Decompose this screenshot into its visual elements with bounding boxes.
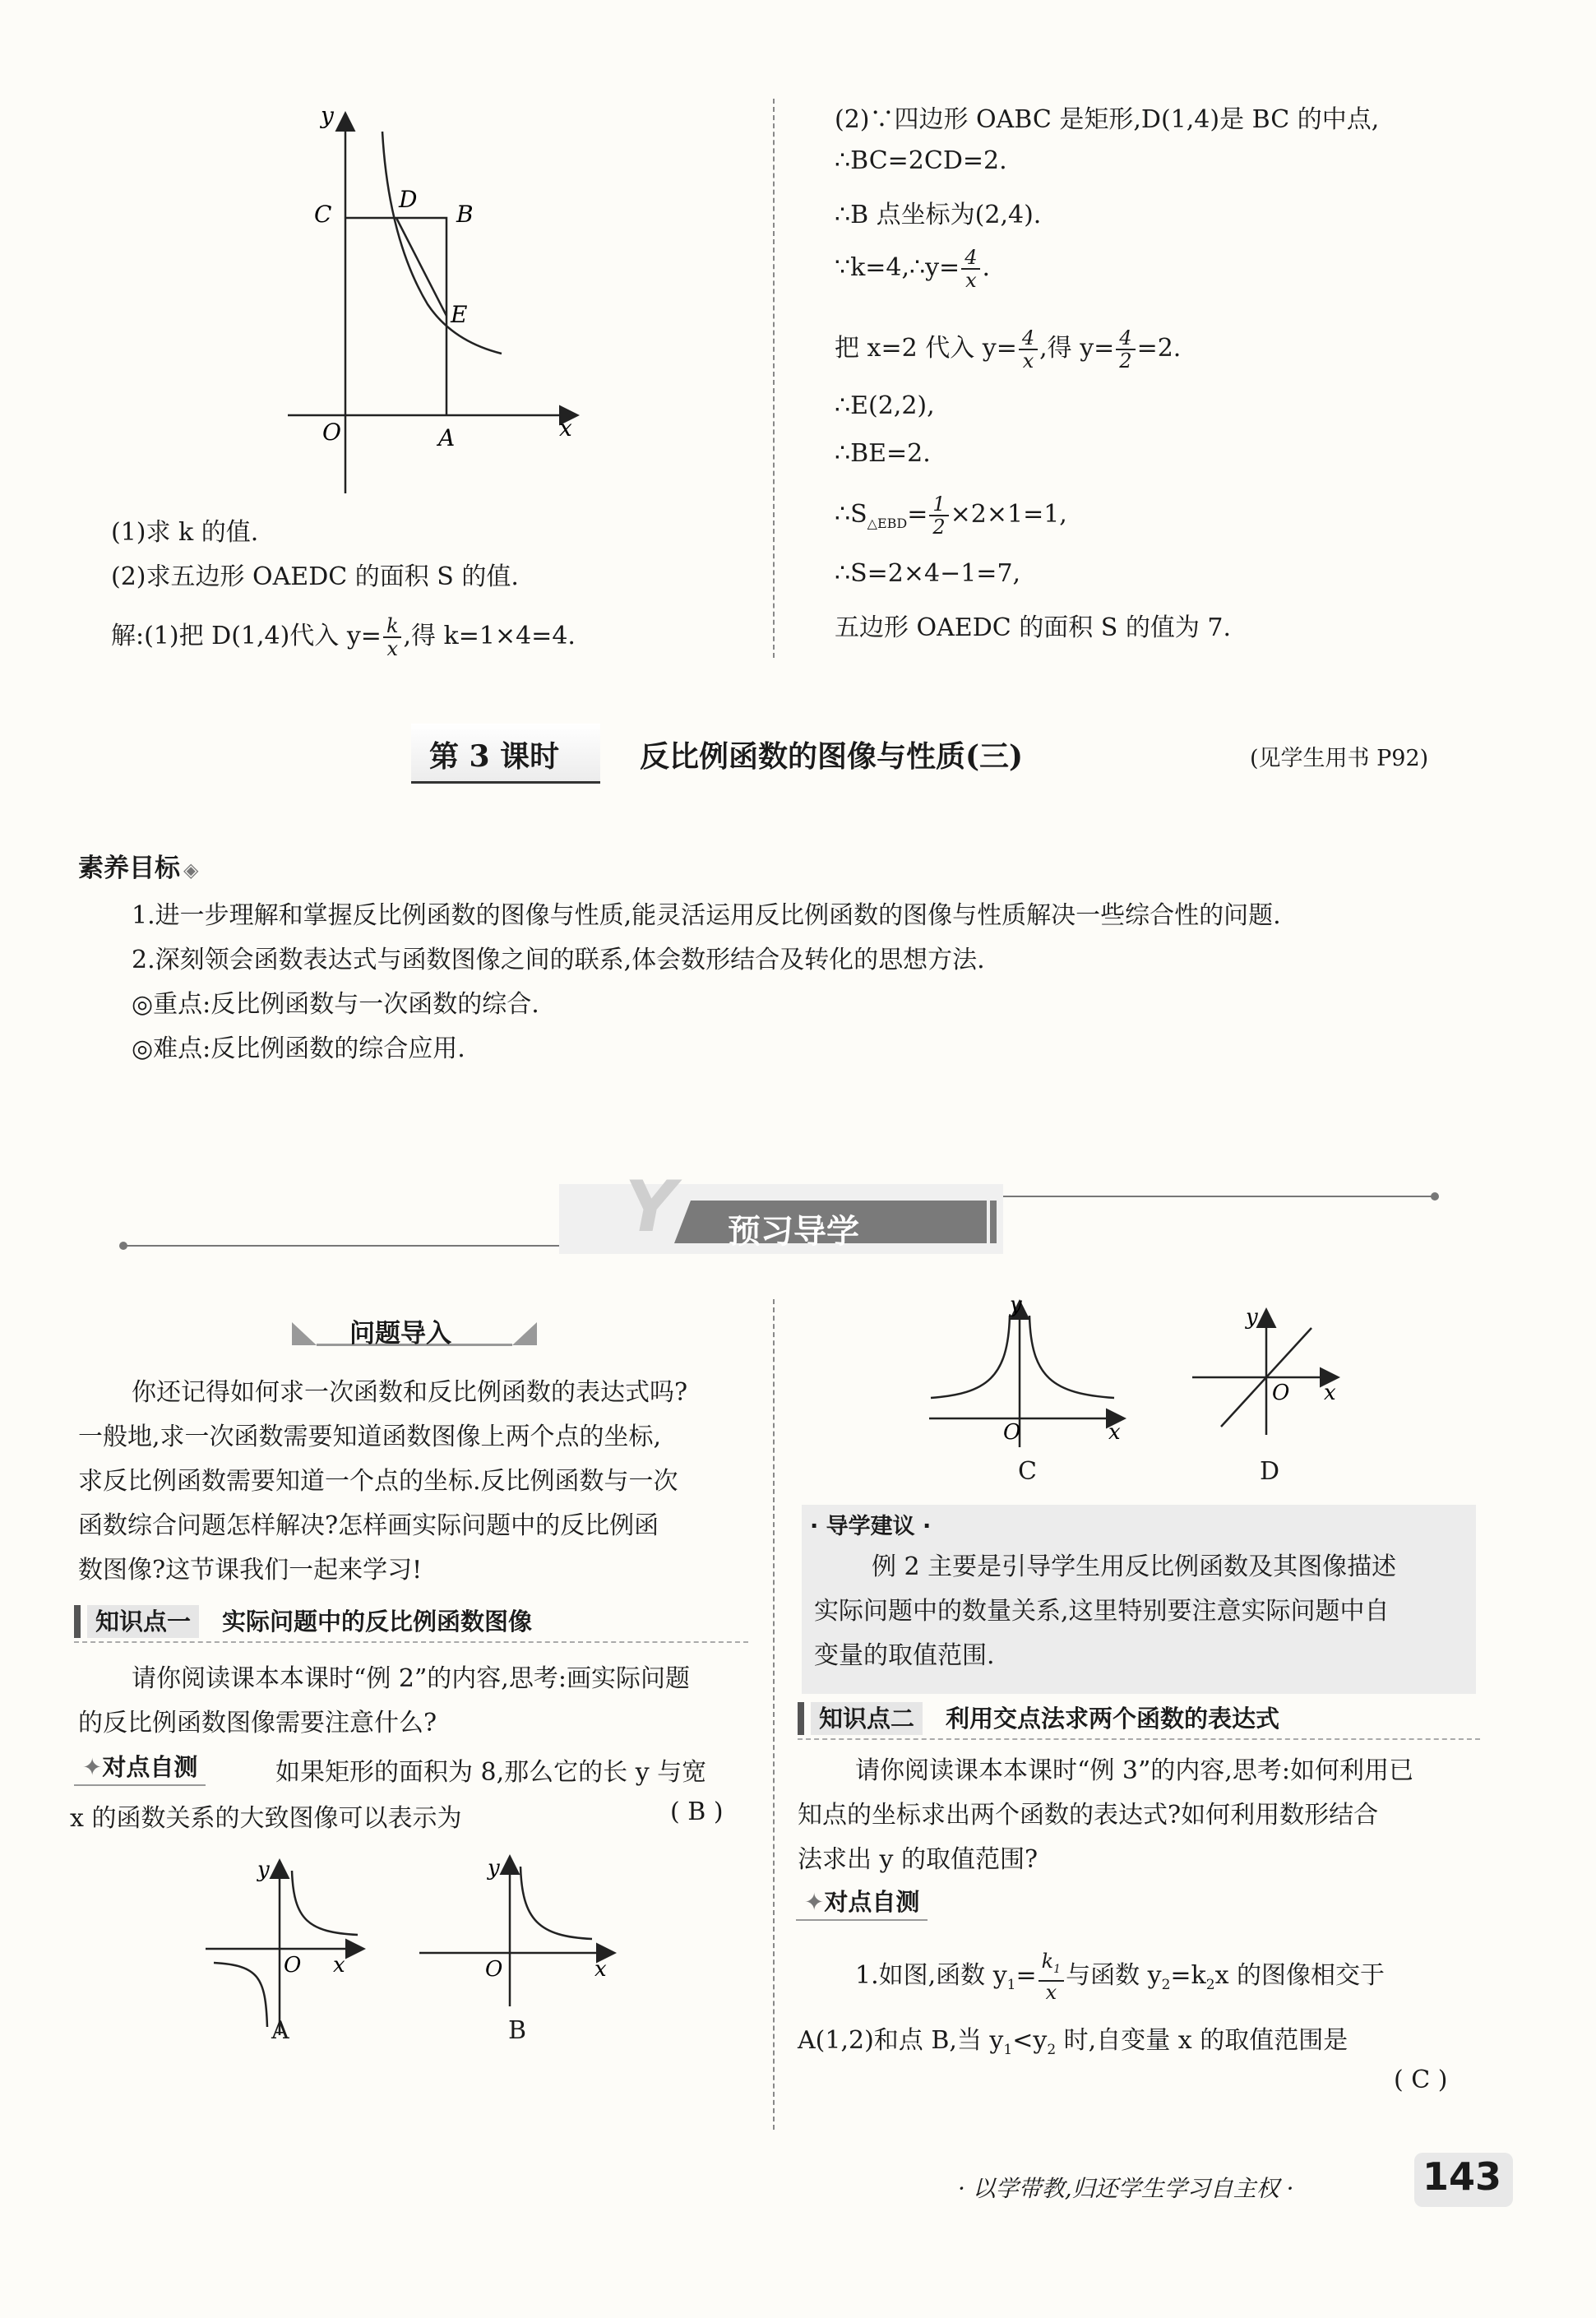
right-question-line-1 — [855, 1950, 1385, 2003]
sub: 2 — [1047, 2042, 1057, 2058]
label-x: x — [559, 414, 572, 442]
label-x: x — [1108, 1420, 1121, 1445]
sub: 2 — [1161, 1976, 1171, 1993]
sol2-line-6: ∴E(2,2), — [835, 391, 935, 420]
kp1-line-2: 的反比例函数图像需要注意什么? — [78, 1709, 437, 1737]
q-mid: 与函数 y — [1066, 1960, 1162, 1990]
footer-motto: · 以学带教,归还学生学习自主权 · — [958, 2175, 1294, 2202]
sol2-line-3: ∴B 点坐标为(2,4). — [835, 201, 1042, 229]
diamond-arrow-icon: ◈ — [183, 858, 199, 881]
kp2-line-3: 法求出 y 的取值范围? — [798, 1845, 1039, 1874]
question-line-1: 如果矩形的面积为 8,那么它的长 y 与宽 — [275, 1758, 707, 1787]
q2-post: 时,自变量 x 的取值范围是 — [1056, 2026, 1349, 2055]
sol2-line-4-end: . — [982, 253, 991, 282]
label-y: y — [1246, 1305, 1258, 1330]
right-question-line-2 — [798, 2020, 1348, 2058]
frac-den: x — [965, 269, 977, 292]
label-e: E — [451, 301, 468, 328]
guide-line-1: 例 2 主要是引导学生用反比例函数及其图像描述 — [872, 1552, 1397, 1581]
option-c-label: C — [1018, 1457, 1037, 1486]
sol2-line-5-text: 把 x=2 代入 y= — [835, 334, 1017, 363]
intro-line-1: 你还记得如何求一次函数和反比例函数的表达式吗? — [132, 1378, 688, 1407]
page-number: 143 — [1423, 2154, 1502, 2199]
fraction-4-over-2 — [1116, 327, 1135, 372]
label-x: x — [333, 1953, 345, 1978]
label-o: O — [322, 419, 341, 446]
intro-line-3: 求反比例函数需要知道一个点的坐标.反比例函数与一次 — [78, 1467, 678, 1496]
self-test-text: 对点自测 — [102, 1753, 198, 1781]
kp1-title: 实际问题中的反比例函数图像 — [222, 1608, 533, 1636]
label-y: y — [321, 102, 334, 129]
lesson-number: 第 3 课时 — [429, 739, 560, 774]
option-b-label: B — [508, 2016, 527, 2045]
label-a: A — [438, 424, 456, 451]
segment-de — [396, 218, 446, 316]
intro-heading-box — [292, 1312, 539, 1349]
intro-line-4: 函数综合问题怎样解决?怎样画实际问题中的反比例函 — [78, 1511, 659, 1540]
q-text: 1.如图,函数 y — [855, 1960, 1007, 1990]
sol2-line-7: ∴BE=2. — [835, 439, 931, 468]
option-b-graph — [415, 1846, 621, 2010]
frac-den: 2 — [932, 516, 946, 539]
lesson-number-box — [411, 724, 600, 784]
label-o: O — [1003, 1420, 1021, 1445]
frac-den: x — [1022, 349, 1034, 372]
goal-1: 1.进一步理解和掌握反比例函数的图像与性质,能灵活运用反比例函数的图像与性质解决一些综合性的问题. — [132, 901, 1281, 930]
fraction-k1-over-x — [1039, 1950, 1064, 2003]
solution-1-end: ,得 k=1×4=4. — [403, 622, 576, 650]
label-c: C — [314, 201, 332, 228]
question-line-2: x 的函数关系的大致图像可以表示为 — [70, 1804, 462, 1833]
label-o: O — [284, 1953, 302, 1978]
fraction-k-over-x — [383, 615, 402, 659]
sol2-line-2: ∴BC=2CD=2. — [835, 146, 1007, 175]
self-test-tag-left — [74, 1750, 206, 1786]
label-x: x — [594, 1957, 607, 1982]
self-test-text: 对点自测 — [824, 1888, 920, 1916]
fraction-1-over-2 — [929, 493, 948, 538]
q2-text: A(1,2)和点 B,当 y — [798, 2026, 1004, 2055]
sol2-line-9: ∴S=2×4−1=7, — [835, 559, 1021, 588]
q-post: x 的图像相交于 — [1214, 1960, 1386, 1990]
option-d-label: D — [1260, 1457, 1280, 1486]
kp2-line-1: 请你阅读课本本课时“例 3”的内容,思考:如何利用已 — [855, 1756, 1413, 1785]
q2-lt: <y — [1012, 2026, 1048, 2055]
goal-key-point: ◎重点:反比例函数与一次函数的综合. — [132, 990, 539, 1019]
sub: 1 — [1003, 2042, 1013, 2058]
option-d-graph — [1188, 1299, 1353, 1439]
question-2: (2)求五边形 OAEDC 的面积 S 的值. — [111, 562, 519, 591]
num-k: k — [1041, 1950, 1054, 1973]
intro-line-5: 数图像?这节课我们一起来学习! — [78, 1556, 423, 1585]
option-a-graph — [201, 1850, 374, 2039]
sol2-line-5-end: =2. — [1136, 334, 1182, 363]
sol2-line-5-mid: ,得 y= — [1039, 334, 1115, 363]
solution-1 — [111, 615, 576, 659]
frac-den: x — [1045, 1980, 1057, 2004]
q-eq: = — [1015, 1960, 1037, 1990]
sparkle-icon: ✦ — [82, 1753, 103, 1781]
sol2-line-1: (2)∵四边形 OABC 是矩形,D(1,4)是 BC 的中点, — [835, 105, 1380, 134]
label-y: y — [257, 1858, 270, 1882]
heading-left-tab — [292, 1322, 317, 1345]
kp2-line-2: 知点的坐标求出两个函数的表达式?如何利用数形结合 — [798, 1801, 1379, 1830]
knowledge-point-1-header — [74, 1603, 748, 1643]
heading-right-tab — [512, 1322, 537, 1345]
frac-num — [1039, 1950, 1064, 1982]
answer-c: ( C ) — [1394, 2066, 1448, 2094]
sparkle-icon: ✦ — [804, 1888, 825, 1916]
sol2-line-4 — [835, 247, 990, 291]
sol2-line-5 — [835, 327, 1181, 372]
kp2-bar — [798, 1702, 804, 1735]
kp1-line-1: 请你阅读课本本课时“例 2”的内容,思考:画实际问题 — [132, 1664, 690, 1693]
sol2-line-8-end: ×2×1=1, — [950, 500, 1067, 529]
label-x: x — [1324, 1381, 1336, 1405]
sub: 2 — [1205, 1976, 1215, 1993]
question-1: (1)求 k 的值. — [111, 518, 259, 547]
label-o: O — [1272, 1381, 1290, 1405]
sol2-line-4-text: ∵k=4,∴y= — [835, 253, 960, 282]
rectangle-hyperbola-graph — [271, 99, 592, 502]
equals: = — [907, 500, 928, 529]
rectangle-oabc — [345, 218, 446, 415]
sol2-line-8 — [835, 493, 1067, 538]
goals-heading-text: 素养目标 — [78, 854, 180, 883]
banner-title: 预习导学 — [728, 1213, 859, 1251]
frac-num: k — [383, 615, 402, 638]
label-o: O — [485, 1957, 503, 1982]
subscript-ebd: △EBD — [867, 516, 908, 531]
kp2-title: 利用交点法求两个函数的表达式 — [946, 1705, 1280, 1733]
self-test-tag-right — [796, 1885, 928, 1921]
sol2-line-10: 五边形 OAEDC 的面积 S 的值为 7. — [835, 613, 1232, 642]
frac-den: 2 — [1119, 349, 1132, 372]
num-sub: 1 — [1053, 1962, 1062, 1976]
intro-heading: 问题导入 — [349, 1319, 451, 1349]
label-b: B — [456, 201, 474, 228]
frac-den: x — [386, 637, 398, 660]
q-mid2: =k — [1170, 1960, 1206, 1990]
sub: 1 — [1006, 1976, 1016, 1993]
knowledge-point-2-header — [798, 1700, 1480, 1740]
lesson-reference: (见学生用书 P92) — [1250, 746, 1429, 771]
banner-letter: Y — [625, 1166, 677, 1248]
label-y: y — [488, 1856, 500, 1881]
solution-1-text: 解:(1)把 D(1,4)代入 y= — [111, 622, 382, 650]
label-d: D — [399, 186, 418, 213]
kp2-tag: 知识点二 — [811, 1702, 923, 1735]
guide-heading: · 导学建议 · — [810, 1514, 932, 1539]
fraction-4-over-x — [1019, 327, 1038, 372]
label-y: y — [1010, 1295, 1022, 1317]
frac-num: 4 — [1019, 327, 1038, 350]
frac-num: 1 — [929, 493, 948, 516]
goal-2: 2.深刻领会函数表达式与函数图像之间的联系,体会数形结合及转化的思想方法. — [132, 946, 985, 974]
guide-line-3: 变量的取值范围. — [814, 1641, 995, 1670]
column-divider-bottom — [773, 1299, 775, 2130]
lesson-title: 反比例函数的图像与性质(三) — [640, 739, 1024, 774]
kp1-tag: 知识点一 — [87, 1605, 199, 1638]
hyperbola-curve — [382, 132, 502, 354]
kp1-bar — [74, 1605, 81, 1638]
goals-heading — [78, 847, 198, 884]
goal-difficulty: ◎难点:反比例函数的综合应用. — [132, 1034, 465, 1063]
fraction-4-over-x — [961, 247, 980, 291]
sol2-line-8-text: ∴S — [835, 500, 867, 529]
frac-num: 4 — [961, 247, 980, 270]
frac-num: 4 — [1116, 327, 1135, 350]
column-divider-top — [773, 99, 775, 658]
guide-line-2: 实际问题中的数量关系,这里特别要注意实际问题中自 — [814, 1597, 1390, 1626]
intro-line-2: 一般地,求一次函数需要知道函数图像上两个点的坐标, — [78, 1423, 662, 1451]
option-c-graph — [921, 1295, 1135, 1460]
option-a-label: A — [271, 2016, 289, 2045]
answer-b: ( B ) — [670, 1797, 724, 1826]
